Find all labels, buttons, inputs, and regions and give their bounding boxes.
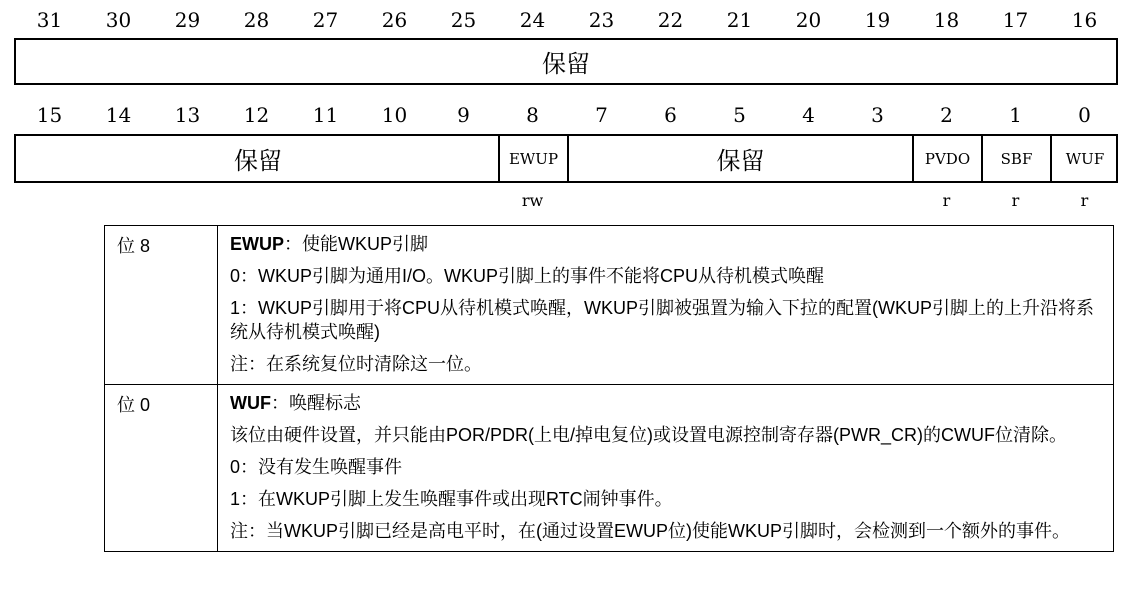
- ewup-field: EWUP: [498, 136, 567, 181]
- bit-number: 4: [802, 103, 815, 127]
- sbf-field: SBF: [981, 136, 1050, 181]
- bit-label: 位 8: [105, 226, 218, 385]
- wuf-field: WUF: [1050, 136, 1118, 181]
- bit-number: 25: [450, 8, 477, 32]
- bit-number: 21: [726, 8, 753, 32]
- description-note: 注：在系统复位时清除这一位。: [230, 354, 482, 374]
- bit-number: 16: [1071, 8, 1098, 32]
- description-line: 0：没有发生唤醒事件: [230, 457, 403, 477]
- description-title: [230, 232, 1103, 256]
- bit-number: 11: [312, 103, 339, 127]
- bit-number: 18: [933, 8, 960, 32]
- description-title: [230, 391, 1103, 415]
- pvdo-field: PVDO: [912, 136, 981, 181]
- reserved-field-mid: 保留: [567, 136, 912, 181]
- field-name: WUF: [230, 393, 271, 413]
- bit-number: 9: [457, 103, 470, 127]
- bit-number: 1: [1009, 103, 1022, 127]
- bit-label: 位 0: [105, 385, 218, 552]
- bit-number: 31: [36, 8, 63, 32]
- bit-number: 14: [105, 103, 132, 127]
- bit-number: 17: [1002, 8, 1029, 32]
- bit-number: 10: [381, 103, 408, 127]
- bit-number: 15: [36, 103, 63, 127]
- description-line: 该位由硬件设置，并只能由POR/PDR(上电/掉电复位)或设置电源控制寄存器(PWR_CR)的CWUF位清除。: [230, 425, 1067, 445]
- bit-number: 3: [871, 103, 884, 127]
- access-ewup: rw: [521, 191, 544, 210]
- bit-number: 8: [526, 103, 539, 127]
- bit-number: 22: [657, 8, 684, 32]
- reserved-field-upper: 保留: [542, 50, 590, 78]
- access-sbf: r: [1011, 191, 1020, 210]
- register-lower-half: [14, 134, 1118, 183]
- bit-number: 13: [174, 103, 201, 127]
- bit-number: 27: [312, 8, 339, 32]
- bit-description-table: [104, 225, 1114, 552]
- bit-number: 23: [588, 8, 615, 32]
- bit-number: 5: [733, 103, 746, 127]
- bit-number: 0: [1078, 103, 1091, 127]
- description-note: 注：当WKUP引脚已经是高电平时，在(通过设置EWUP位)使能WKUP引脚时，会检测到一个额外的事件。: [230, 521, 1070, 541]
- table-row: [105, 226, 1114, 385]
- bit-number: 6: [664, 103, 677, 127]
- field-title: ：使能WKUP引脚: [284, 234, 428, 254]
- bit-description: [218, 226, 1114, 385]
- field-title: ：唤醒标志: [270, 393, 361, 413]
- bit-number: 29: [174, 8, 201, 32]
- bit-number: 30: [105, 8, 132, 32]
- description-line: 1：WKUP引脚用于将CPU从待机模式唤醒，WKUP引脚被强置为输入下拉的配置(WKUP引脚上的上升沿将系统从待机模式唤醒): [230, 298, 1095, 342]
- table-row: [105, 385, 1114, 552]
- register-upper-half: [14, 38, 1118, 85]
- bit-number: 7: [595, 103, 608, 127]
- bit-number: 12: [243, 103, 270, 127]
- bit-number: 20: [795, 8, 822, 32]
- description-line: 1：在WKUP引脚上发生唤醒事件或出现RTC闹钟事件。: [230, 489, 673, 509]
- bit-number: 2: [940, 103, 953, 127]
- bit-number: 24: [519, 8, 546, 32]
- bit-number: 28: [243, 8, 270, 32]
- access-pvdo: r: [942, 191, 951, 210]
- access-wuf: r: [1080, 191, 1089, 210]
- bit-number: 19: [864, 8, 891, 32]
- bit-number: 26: [381, 8, 408, 32]
- reserved-field-high: 保留: [234, 147, 282, 175]
- field-name: EWUP: [230, 234, 284, 254]
- description-line: 0：WKUP引脚为通用I/O。WKUP引脚上的事件不能将CPU从待机模式唤醒: [230, 266, 825, 286]
- bit-description: [218, 385, 1114, 552]
